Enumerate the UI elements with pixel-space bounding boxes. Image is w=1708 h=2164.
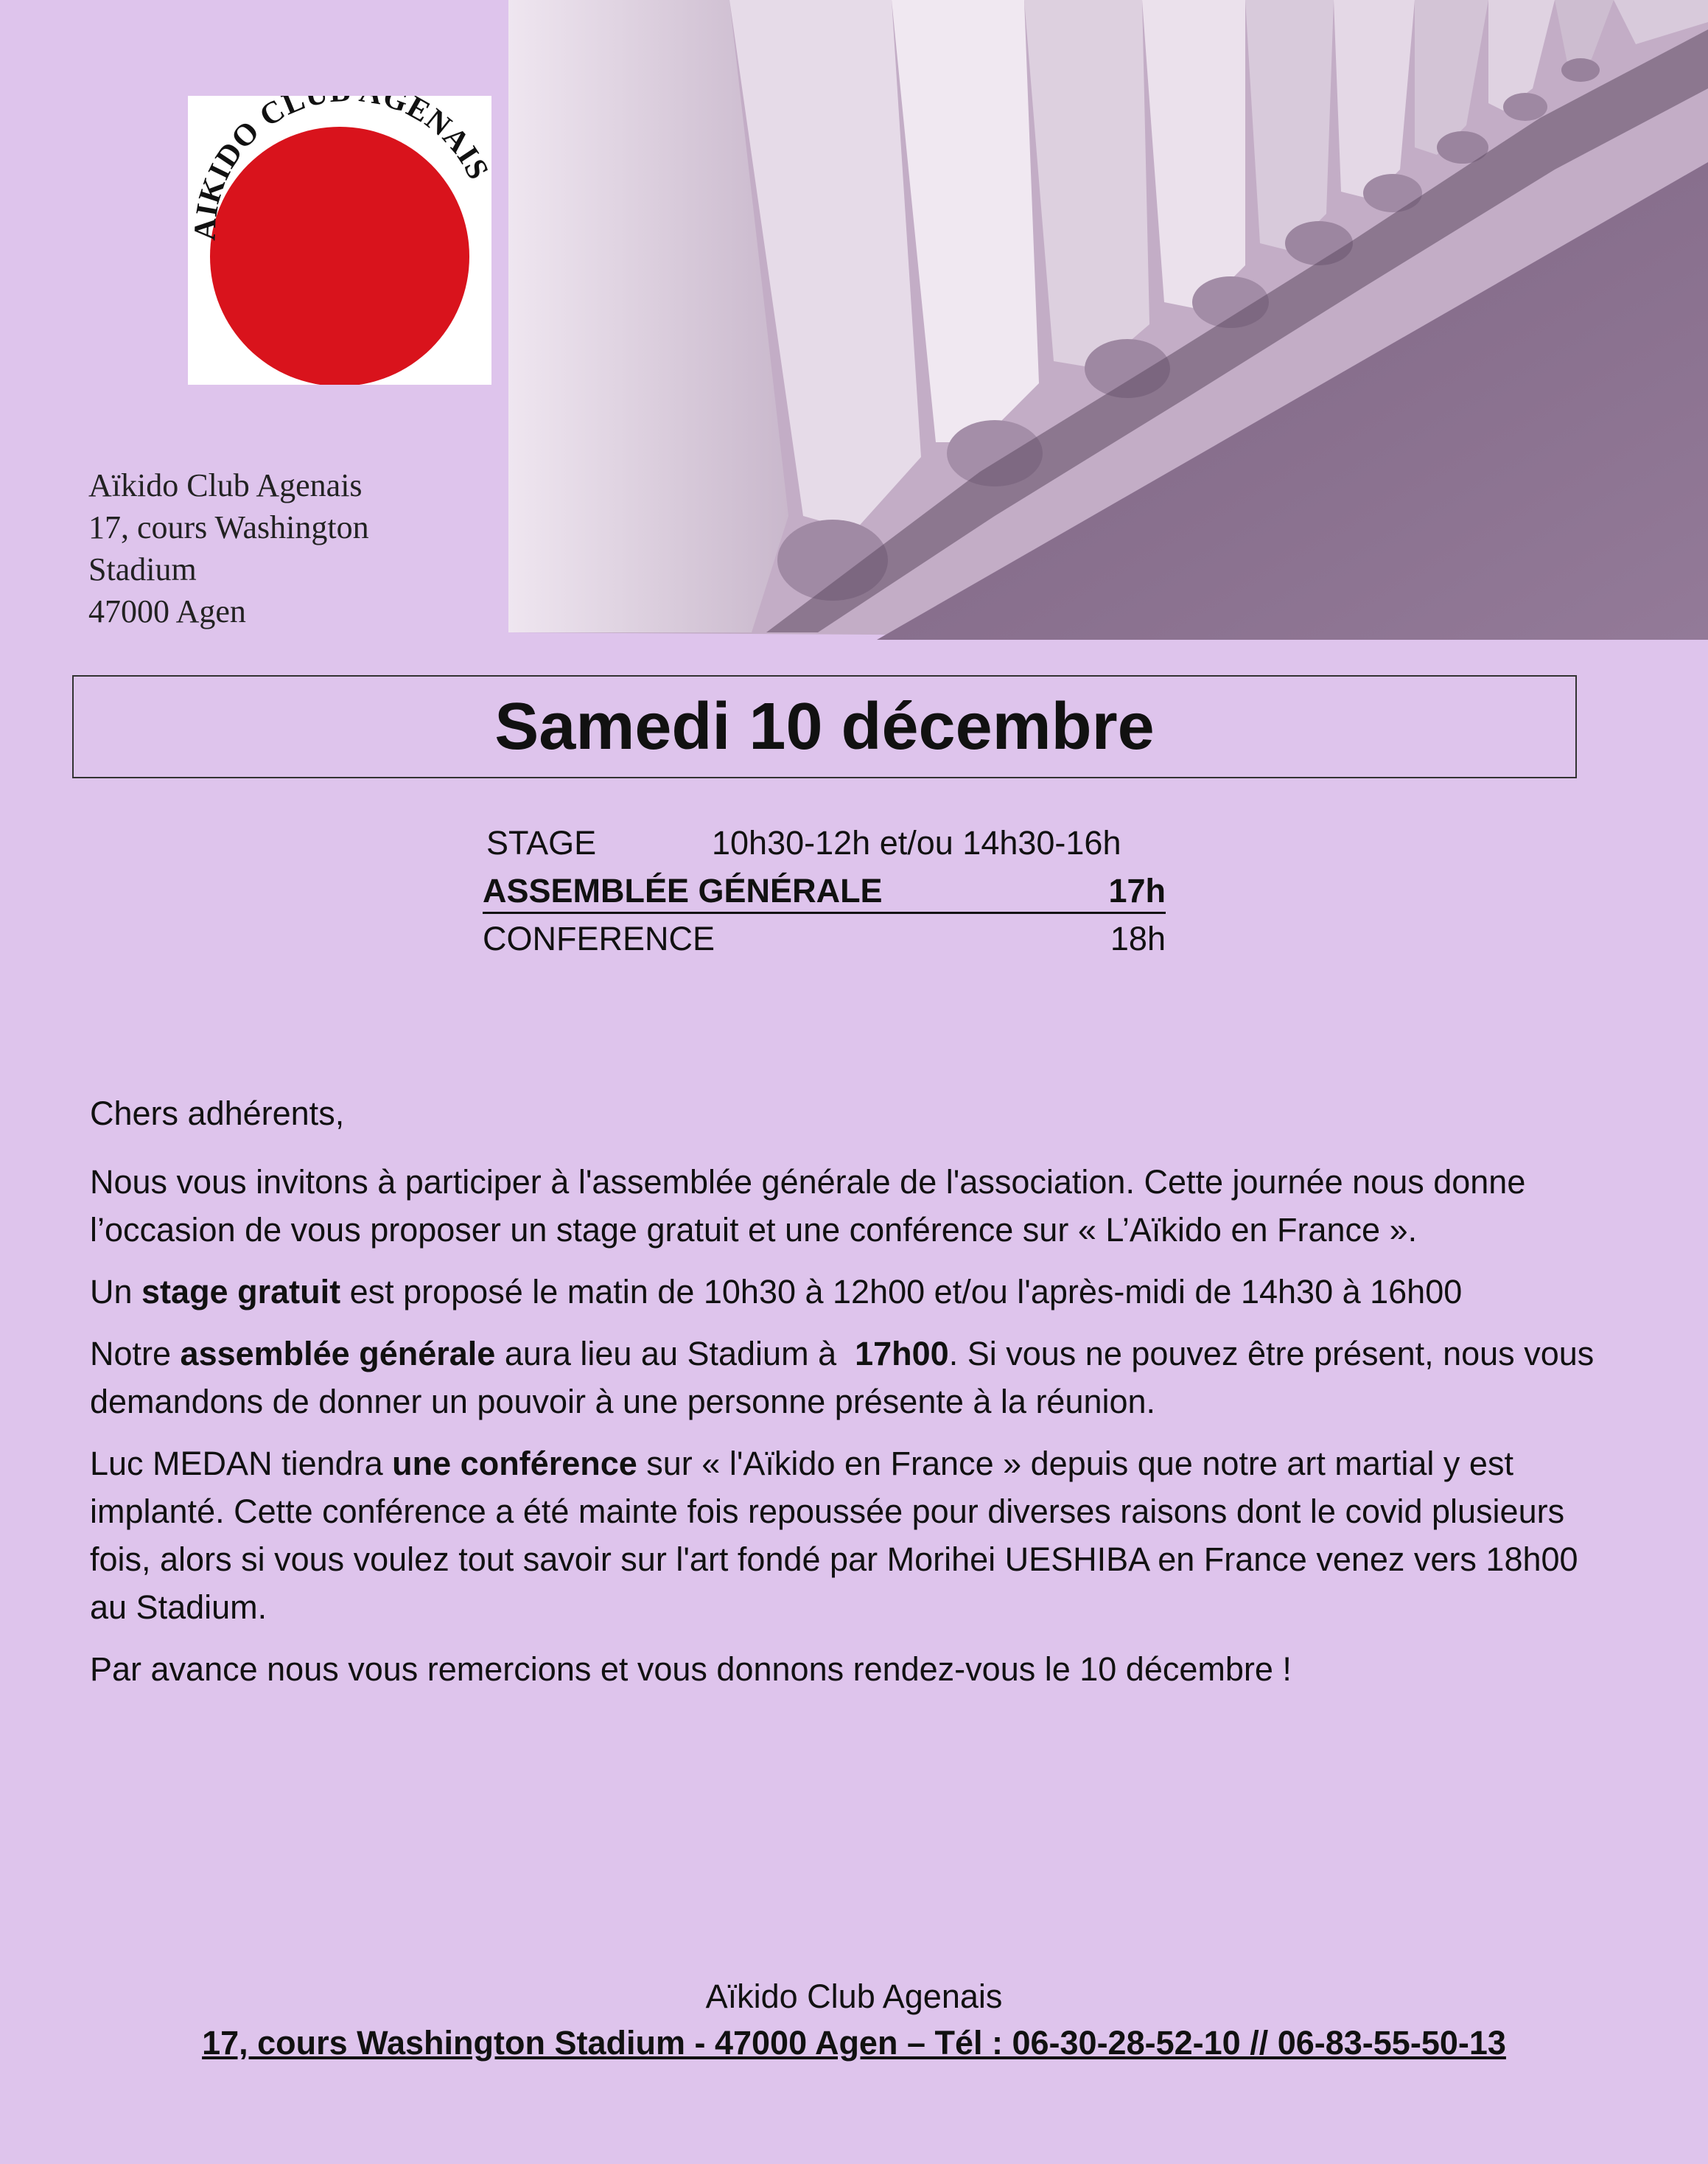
address-block — [88, 464, 369, 632]
footer-club-name: Aïkido Club Agenais — [705, 1978, 1003, 2015]
address-line-street: 17, cours Washington — [88, 509, 369, 545]
letter-body — [90, 1089, 1608, 1707]
letter-paragraph-conference: Luc MEDAN tiendra une conférence sur « l'Aïkido en France » depuis que notre art martial y est implanté. Cette conférence a été mainte fois repoussée pour diverses raisons dont le covid plusieurs fois, alors si vous voulez tout savoir sur l'art fondé par Morihei UESHIBA en France venez vers 18h00 au Stadium. — [90, 1445, 1578, 1626]
letter-paragraph-intro: Nous vous invitons à participer à l'assemblée générale de l'association. Cette journée nous donne l’occasion de vous proposer un stage gratuit et une conférence sur « L’Aïkido en France ». — [90, 1163, 1526, 1249]
address-line-venue: Stadium — [88, 551, 197, 587]
letter-greeting: Chers adhérents, — [90, 1095, 345, 1132]
logo-arc-text: AIKIDO CL GENAIS — [188, 96, 491, 242]
schedule-time-stage: 10h30-12h et/ou 14h30-16h — [712, 824, 1121, 862]
schedule-time-ag: 17h — [1108, 872, 1166, 910]
letter-closing: Par avance nous vous remercions et vous donnons rendez-vous le 10 décembre ! — [90, 1650, 1292, 1688]
address-line-city: 47000 Agen — [88, 593, 246, 629]
schedule-label-ag: ASSEMBLÉE GÉNÉRALE — [483, 872, 883, 910]
schedule-time-conference: 18h — [1110, 920, 1166, 957]
schedule-label-stage: STAGE — [486, 824, 597, 862]
letter-paragraph-stage: Un stage gratuit est proposé le matin de 10h30 à 12h00 et/ou l'après-midi de 14h30 à 16h00 — [90, 1273, 1463, 1310]
club-logo — [188, 96, 491, 385]
address-line-name: Aïkido Club Agenais — [88, 467, 363, 503]
letter-paragraph-assembly: Notre assemblée générale aura lieu au Stadium à 17h00. Si vous ne pouvez être présent, nous vous demandons de donner un pouvoir à une personne présente à la réunion. — [90, 1335, 1595, 1420]
footer-contact-line: 17, cours Washington Stadium - 47000 Agen – Tél : 06-30-28-52-10 // 06-83-55-50-13 — [202, 2024, 1506, 2062]
schedule-ag-underline — [483, 912, 1166, 914]
schedule-label-conference: CONFERENCE — [483, 920, 715, 957]
header-photo — [508, 0, 1708, 640]
event-date-title: Samedi 10 décembre — [494, 689, 1155, 764]
date-title-box — [72, 675, 1577, 778]
logo-red-circle — [210, 127, 469, 385]
